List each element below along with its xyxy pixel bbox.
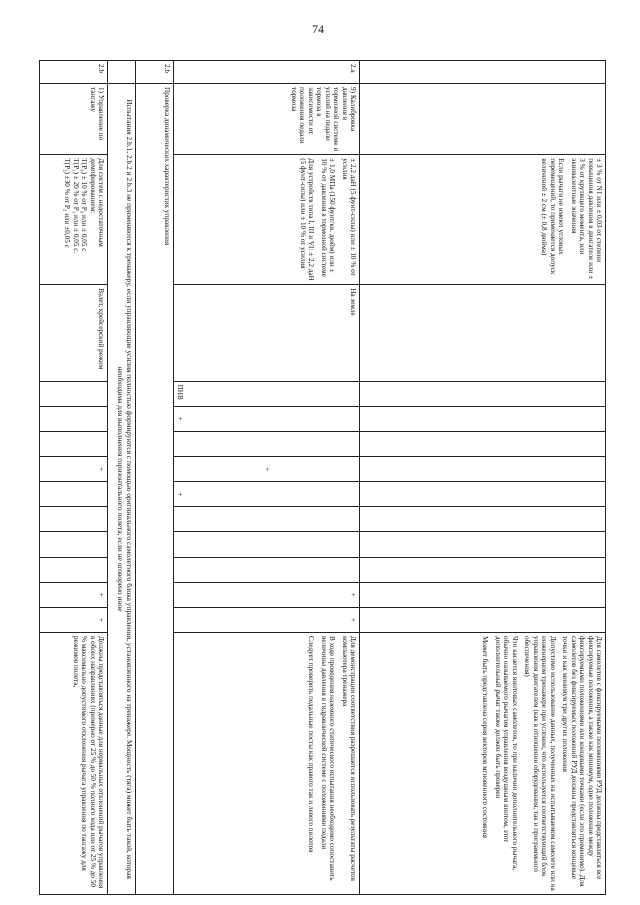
tolerance-text: ± 1,0 МПа (150 фунт/кв. дюйм) или ± 10 % от давления в тормозной системе (319, 158, 337, 277)
tolerance-text: ± 3 % от N1 или ± 0,03 от степени повышения давления в двигателе или ± 3 % от крутящего момента, или эквивалентные значения (569, 158, 603, 280)
tolerance-text: Для устройств типа I, III и VI: ± 2,2 даН (5 фунт-силы) или ± 10 % от усилия (298, 158, 316, 281)
condition-cell: Взлет, крейсерский режим (40, 285, 108, 381)
cell (174, 532, 360, 557)
cell (360, 532, 606, 557)
plus-mark: + (349, 617, 357, 622)
tolerance-cell (174, 155, 360, 285)
tolerance-text: T(P₀) ± 10 % от P₀ или ± 0,05 с (80, 158, 89, 252)
tolerance-cell (360, 155, 606, 285)
condition-cell: На земле (174, 285, 360, 381)
plus-cell (174, 406, 360, 431)
plus-cell (174, 482, 360, 507)
plus-cell (40, 582, 108, 607)
landscape-table-wrapper (40, 60, 606, 895)
comment-text: Должны представляться данные для нормальных отклонений рычагов управления в обоих направлениях (примерно от 25 % до 50 % полного хода или от 25 % до 50 % максимально допустимого отклонения рычага управления по тангажу для режимов полета, (71, 635, 105, 889)
tolerance-cell (40, 155, 108, 285)
cell (40, 532, 108, 557)
row-number: 2.a (174, 61, 360, 84)
table-row (360, 61, 606, 895)
table-row (108, 61, 136, 895)
cell (360, 457, 606, 482)
page-number: 74 (312, 22, 324, 36)
comment-text: Может быть представлена серия векторов мгновенного состояния (481, 635, 490, 838)
table-row (40, 61, 108, 895)
cell (174, 431, 360, 456)
cell (360, 582, 606, 607)
cell (40, 431, 108, 456)
pnv-cell (174, 381, 360, 406)
cell (360, 406, 606, 431)
plus-cell (40, 457, 108, 482)
comments-cell (360, 632, 606, 894)
section-title: Проверка динамических характеристик управления (136, 84, 174, 895)
plus-mark: + (176, 492, 185, 497)
plus-cell (174, 607, 360, 632)
requirements-table (39, 60, 606, 895)
comment-text: Для самолетов с фиксируемыми положениями РУД должны представляться все фиксируемые положения, а также как минимум, одно положение между фиксируемыми положениями или концевыми точками (если это применимо). Для самолетов без фиксируемых положений РУД должны представляться концевые точки и как минимум три других положения (561, 635, 603, 887)
table-row (174, 61, 360, 895)
plus-cell (174, 582, 360, 607)
cell (360, 607, 606, 632)
cell (360, 61, 606, 84)
cell (174, 507, 360, 532)
row-number: 2.b (136, 61, 174, 84)
row-name: 9) Калибровка давления в тормозной системе и усилий на педали тормоза в зависимости от положения педали тормоза (174, 84, 360, 155)
tolerance-text: T(P₁) ± 20 % от P₁ или ± 0,05 с. (71, 158, 80, 254)
tolerance-text: ± 2,2 даН (5 фунт-силы) или ± 10 % от усилия (340, 158, 357, 276)
comment-text: В ходе проведения наземного статического испытания необходимо сопоставить величины давления в гидравлической системе с положениями педали (319, 635, 337, 881)
plus-mark: + (262, 467, 271, 472)
cell (40, 381, 108, 406)
plus-cell (40, 607, 108, 632)
cell (360, 482, 606, 507)
cell (360, 381, 606, 406)
note-row: Испытания 2.b.1, 2.b.2 и 2.b.3 не применяются к тренажеру, если управляющие усилия полностью формируются с помощью оригинального самолетного блока управления, установленного на тренажере. Мощность (тяга) может быть такой, которая необходима для выполнения горизонтального полета, если не оговорено иное (108, 84, 136, 895)
comment-text: Для демонстрации соответствия разрешается использовать результаты расчетов компьютера тренажера (340, 635, 357, 881)
row-name: 1) Управление по тангажу (40, 84, 108, 155)
plus-mark: + (97, 592, 105, 597)
cell (108, 61, 136, 84)
cell (360, 431, 606, 456)
row-number: 2.b (40, 61, 108, 84)
cell (360, 84, 606, 155)
cell (40, 482, 108, 507)
plus-mark: + (176, 416, 185, 421)
plus-mark: + (97, 467, 105, 472)
cell (360, 557, 606, 582)
plus-cell (174, 457, 360, 482)
table-row (136, 61, 174, 895)
tolerance-text: Если рычаги не имеют угловых перемещений, то применяется допуск величиной ± 2 см (± 0,8 дюйма) (540, 158, 566, 275)
comments-cell (174, 632, 360, 894)
cell (360, 507, 606, 532)
cell (40, 406, 108, 431)
tolerance-text: T(P₂) ±30 % от P₂ или ±0,05 с (63, 158, 72, 248)
comment-text: Следует проверить педальные посты как правого так и левого пилотов (307, 635, 316, 853)
cell (40, 557, 108, 582)
cell (40, 507, 108, 532)
plus-mark: + (349, 592, 357, 597)
pnv-label: ПНВ (176, 384, 185, 400)
comments-cell (40, 632, 108, 894)
cell (174, 557, 360, 582)
tolerance-text: Для систем с недостаточным демпфированием: (88, 158, 105, 247)
cell (360, 285, 606, 381)
plus-mark: + (97, 617, 105, 622)
comment-text: Допустимо использование данных, полученных на испытываемом самолете или на инженерном тренажере при условии, что используется соответствующий блок управления двигателем (как в отношении оборудования, так и программного обеспечения) (523, 635, 557, 891)
comment-text: Что касается винтовых самолетов, то при наличии дополнительного рычага, обычно называемого рычагом управления воздушным винтом, этот дополнительный рычаг также должен быть проверен (493, 635, 519, 871)
